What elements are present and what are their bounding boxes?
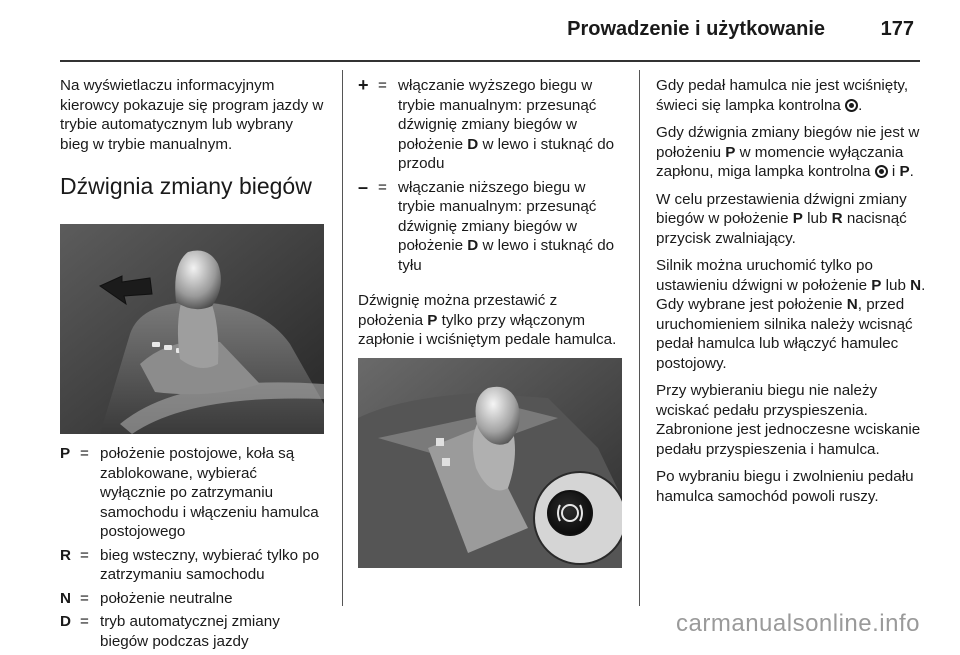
column-divider-1 [342, 70, 343, 606]
gear-indicator-mark [442, 458, 450, 466]
intro-paragraph: Na wyświetlaczu informacyjnym kierowcy pokazuje się program jazdy w trybie automatycznym lub wybrany bieg w trybie manualnym. [60, 77, 324, 153]
page-header-title: Prowadzenie i użytkowanie [567, 18, 825, 40]
definition-d [60, 612, 325, 651]
paragraph-accelerator: Przy wybieraniu biegu nie należy wciskać pedału przyspieszenia. Zabronione jest jednoczesne wciskanie pedału przyspieszenia i hamulca. [656, 382, 921, 458]
section-heading: Dźwignia zmiany biegów [60, 173, 312, 199]
page-number: 177 [880, 18, 914, 40]
definition-minus [358, 178, 626, 276]
shift-knob [175, 251, 221, 310]
paragraph-lamp: Gdy pedał hamulca nie jest wciśnięty, świeci się lampka kontrolna . [656, 77, 909, 114]
def-sep: = [80, 546, 89, 564]
brake-warning-icon [875, 165, 888, 178]
paragraph-start: Silnik można uruchomić tylko po ustawieniu dźwigni w położenie P lub N. Gdy wybrane jest położenie N, przed uruchomieniem silnika należy wcisnąć pedał hamulca lub włączyć hamulec postojowy. [656, 257, 926, 372]
def-sep: = [80, 589, 89, 607]
shifter-boot [178, 299, 218, 368]
gear-indicator-mark [436, 438, 444, 446]
minus-icon: – [358, 176, 369, 197]
def-sep: = [378, 178, 387, 196]
paragraph-creep: Po wybraniu biegu i zwolnieniu pedału hamulca samochód powoli ruszy. [656, 468, 914, 505]
column-2 [358, 76, 626, 568]
paragraph-ignition: Gdy dźwignia zmiany biegów nie jest w położeniu P w momencie wyłączania zapłonu, miga lampka kontrolna i P. [656, 124, 920, 180]
def-desc: położenie neutralne [100, 589, 233, 607]
brake-paragraph: Dźwignię można przestawić z położenia P tylko przy włączonym zapłonie i wciśniętym pedale hamulca. [358, 292, 617, 348]
header-rule [60, 60, 920, 62]
def-sep: = [378, 77, 387, 94]
definition-plus [358, 76, 626, 174]
def-desc: włączanie wyższego biegu w trybie manualnym: przesunąć dźwignię zmiany biegów w położenie D w lewo i stuknąć do przodu [398, 77, 615, 172]
def-desc: położenie postojowe, koła są zablokowane, wybierać wyłącznie po zatrzymaniu samochodu i włączeniu hamulca postojowego [100, 445, 319, 540]
gear-lever-photo [60, 224, 324, 434]
plus-icon: + [358, 75, 369, 95]
shifter-lock-photo [358, 358, 622, 568]
definition-p [60, 444, 325, 542]
watermark: carmanualsonline.info [676, 610, 920, 637]
column-divider-2 [639, 70, 640, 606]
def-desc: włączanie niższego biegu w trybie manualnym: przesunąć dźwignię zmiany biegów w położenie D w lewo i stuknąć do tyłu [398, 178, 615, 274]
def-term: N [60, 589, 71, 607]
def-sep: = [80, 613, 89, 630]
def-desc: tryb automatycznej zmiany biegów podczas jazdy [100, 613, 280, 650]
def-term: R [60, 546, 71, 564]
def-term: P [60, 445, 71, 462]
def-sep: = [80, 445, 89, 462]
column-3 [656, 76, 928, 514]
def-term: D [60, 613, 71, 630]
def-desc: bieg wsteczny, wybierać tylko po zatrzymaniu samochodu [100, 546, 320, 583]
paragraph-release: W celu przestawienia dźwigni zmiany biegów w położenie P lub R nacisnąć przycisk zwalniający. [656, 190, 907, 247]
definition-r [60, 546, 325, 585]
definition-n [60, 589, 325, 609]
column-1 [60, 76, 325, 655]
brake-warning-icon [845, 99, 858, 112]
brake-warning-lamp [548, 491, 592, 535]
